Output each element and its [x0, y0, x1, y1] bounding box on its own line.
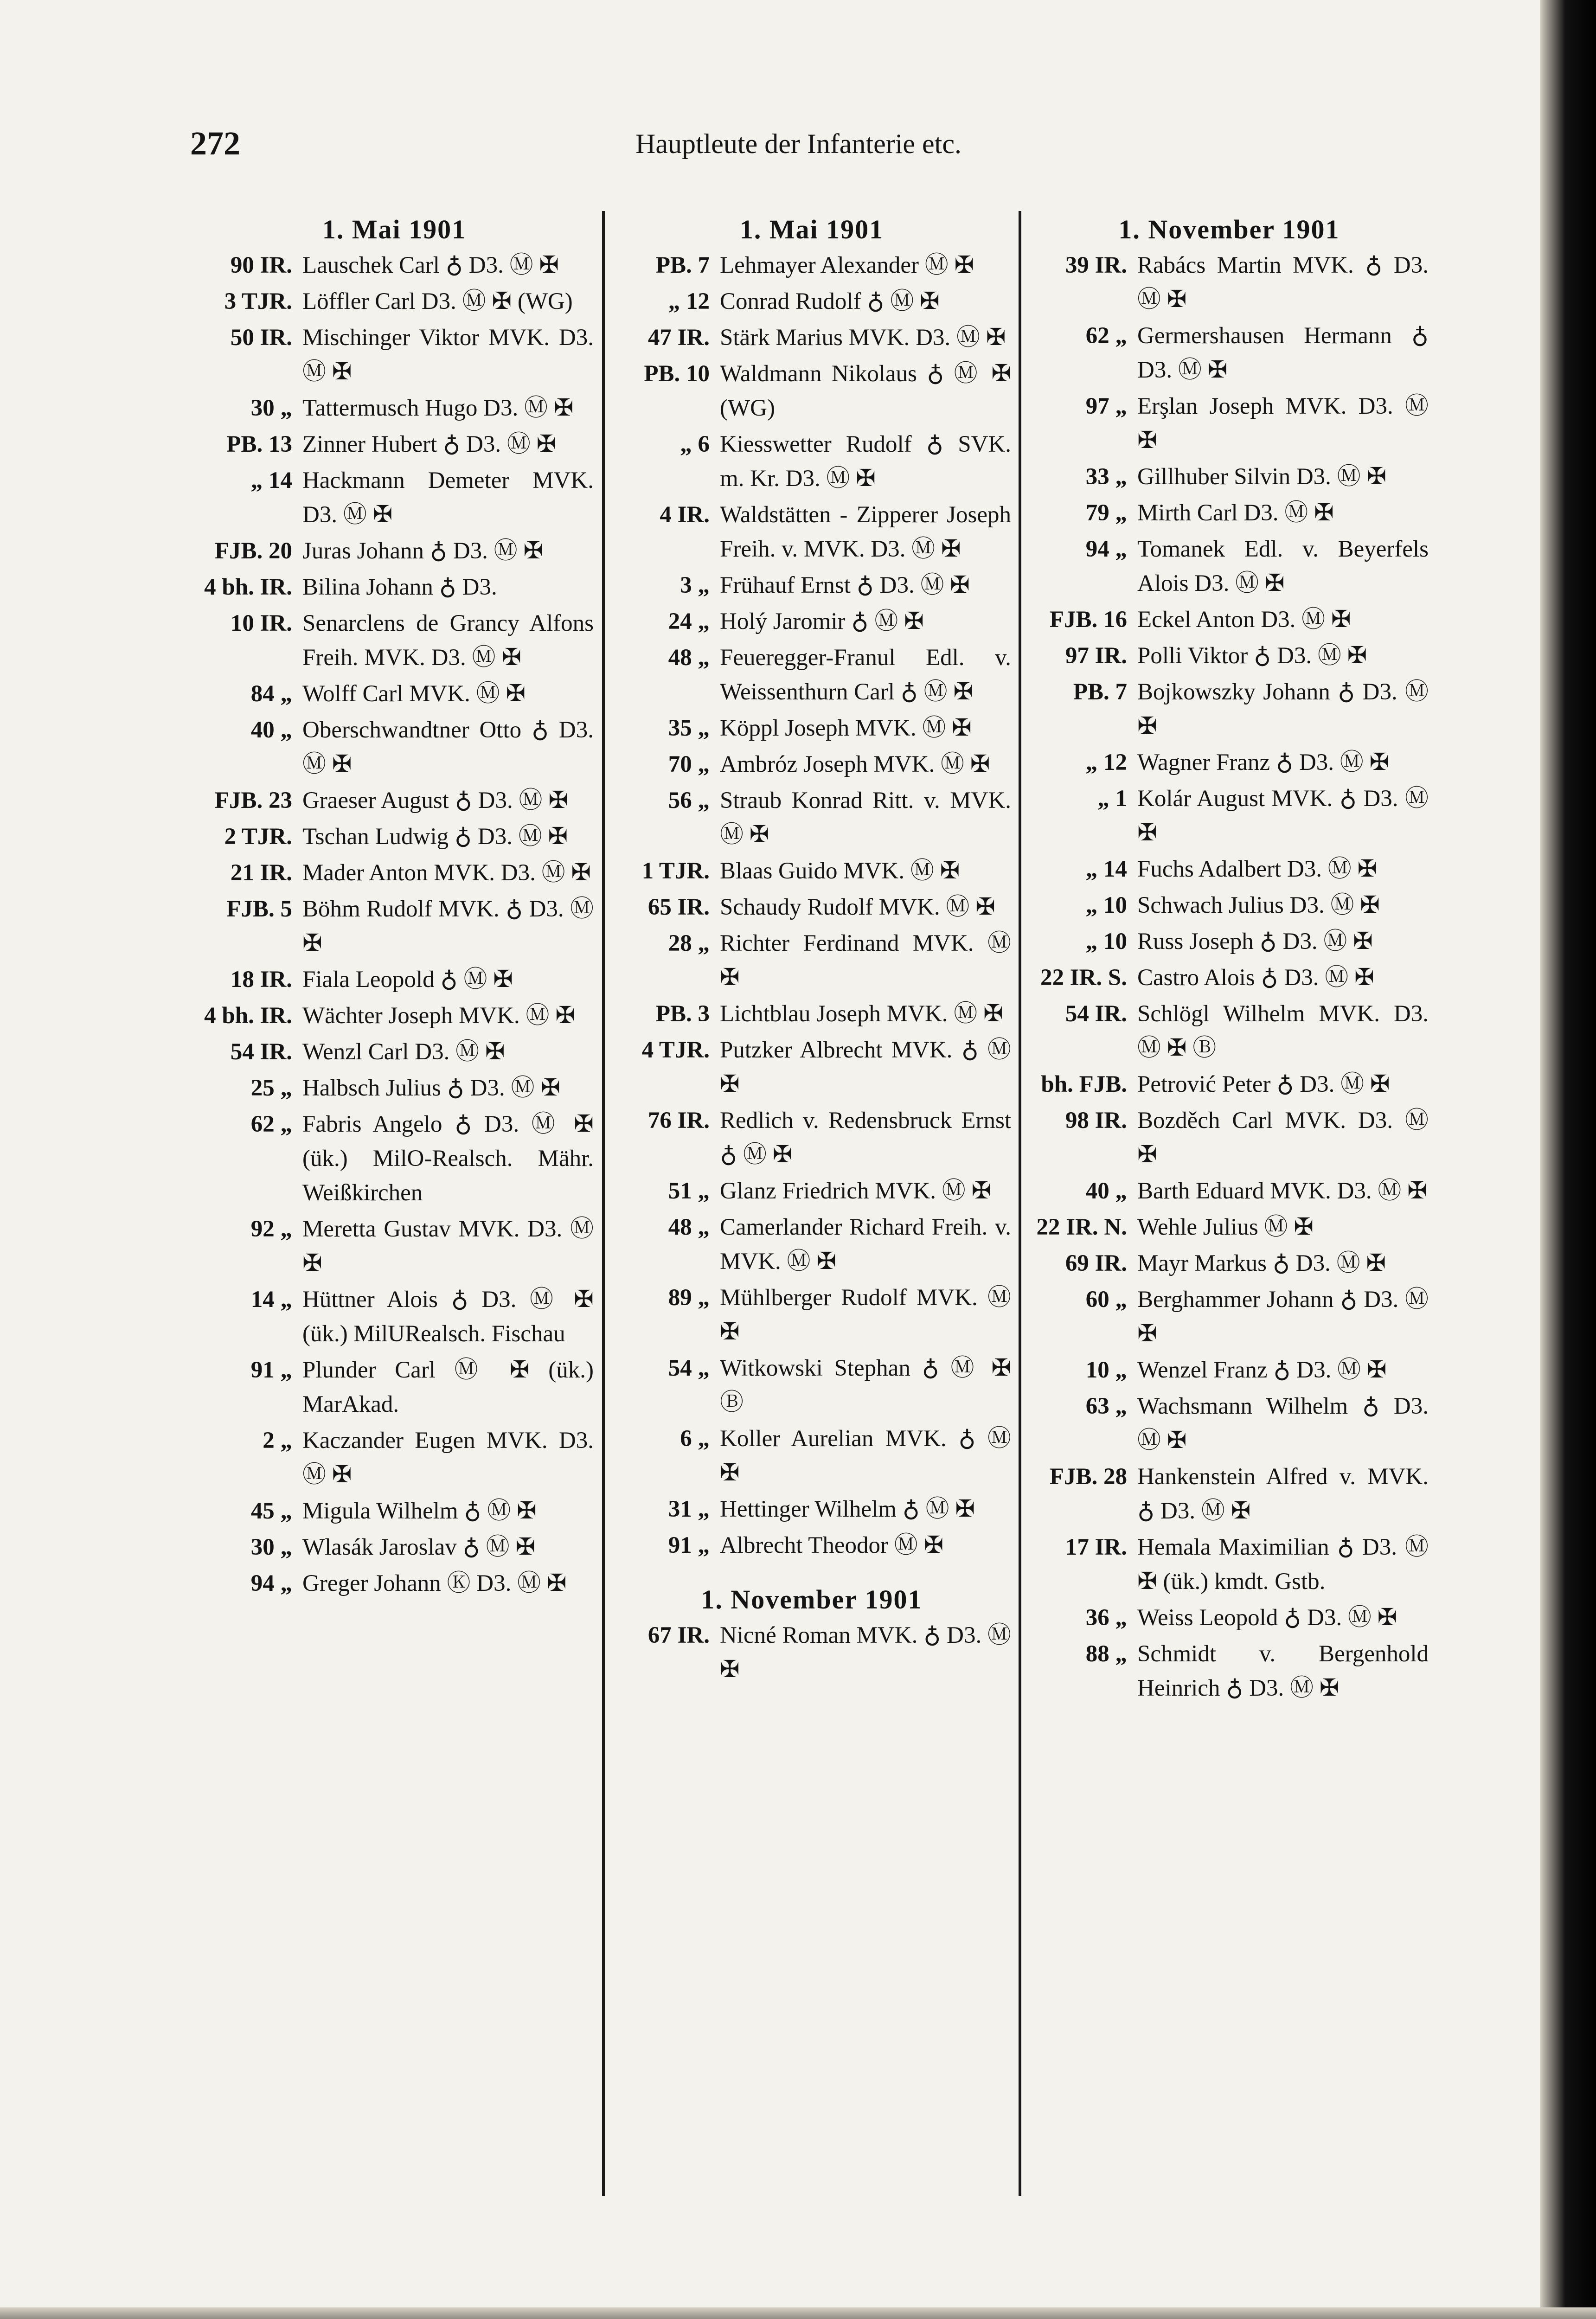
entry-unit: FJB. 5 — [226, 896, 292, 922]
entry-text: Graeser August ♁ D3. Ⓜ ✠ — [302, 788, 568, 814]
entry-unit: 92 „ — [250, 1216, 292, 1242]
entry-text: Böhm Rudolf MVK. ♁ D3. Ⓜ ✠ — [302, 896, 594, 956]
entry-text: Waldstätten - Zipperer Joseph Freih. v. MVK. D3. Ⓜ ✠ — [720, 502, 1011, 562]
entry-text: Ambróz Joseph MVK. Ⓜ ✠ — [720, 751, 990, 777]
entry-unit: 21 IR. — [230, 860, 292, 886]
roster-entry — [1030, 1174, 1429, 1208]
entry-unit: bh. FJB. — [1041, 1071, 1127, 1097]
entry-unit: 25 „ — [250, 1075, 292, 1101]
entry-unit: 36 „ — [1085, 1605, 1127, 1631]
roster-entry — [195, 534, 594, 568]
entry-text: Hackmann Demeter MVK. D3. Ⓜ ✠ — [302, 468, 594, 528]
roster-entry — [612, 997, 1011, 1031]
entry-unit: 54 „ — [668, 1355, 710, 1381]
entry-text: Bojkowszky Johann ♁ D3. Ⓜ ✠ — [1137, 679, 1429, 739]
roster-entry — [195, 1071, 594, 1105]
entry-text: Castro Alois ♁ D3. Ⓜ ✠ — [1137, 965, 1374, 991]
entry-text: Zinner Hubert ♁ D3. Ⓜ ✠ — [302, 431, 557, 457]
roster-entry — [612, 1281, 1011, 1349]
entry-text: Schlögl Wilhelm MVK. D3. Ⓜ ✠ Ⓑ — [1137, 1001, 1429, 1061]
entry-text: Rabács Martin MVK. ♁ D3. Ⓜ ✠ — [1137, 252, 1429, 313]
entry-text: Wenzl Carl D3. Ⓜ ✠ — [302, 1039, 505, 1065]
entry-text: Germershausen Hermann ♁ D3. Ⓜ ✠ — [1137, 323, 1429, 383]
roster-entry — [1030, 248, 1429, 317]
roster-entry — [1030, 1637, 1429, 1705]
entry-unit: 30 „ — [250, 395, 292, 421]
entry-unit: 2 „ — [263, 1428, 292, 1454]
entry-unit: 17 IR. — [1065, 1534, 1127, 1560]
entry-unit: 39 IR. — [1065, 252, 1127, 278]
entry-unit: „ 6 — [680, 431, 710, 457]
entry-unit: 4 IR. — [660, 502, 710, 528]
entry-text: Schwach Julius D3. Ⓜ ✠ — [1137, 892, 1380, 918]
entry-unit: 33 „ — [1085, 464, 1127, 490]
entry-unit: FJB. 20 — [214, 538, 292, 564]
roster-entry — [195, 1282, 594, 1351]
entry-text: Tomanek Edl. v. Beyerfels Alois D3. Ⓜ ✠ — [1137, 536, 1429, 596]
entry-unit: 91 „ — [668, 1532, 710, 1558]
entry-unit: 35 „ — [668, 715, 710, 741]
entry-unit: 3 TJR. — [224, 288, 292, 314]
roster-entry — [1030, 460, 1429, 494]
entry-unit: „ 12 — [1085, 750, 1127, 775]
entry-text: Migula Wilhelm ♁ Ⓜ ✠ — [302, 1498, 537, 1524]
entry-unit: 28 „ — [668, 930, 710, 956]
roster-entry — [195, 606, 594, 675]
roster-entry — [195, 570, 594, 604]
roster-entry — [1030, 924, 1429, 959]
roster-entry — [195, 284, 594, 319]
entry-unit: 94 „ — [250, 1570, 292, 1596]
entry-unit: 89 „ — [668, 1285, 710, 1311]
entry-text: Tschan Ludwig ♁ D3. Ⓜ ✠ — [302, 824, 568, 850]
roster-entry — [195, 713, 594, 782]
entry-text: Conrad Rudolf ♁ Ⓜ ✠ — [720, 288, 940, 314]
roster-entry — [612, 890, 1011, 924]
roster-entry — [195, 320, 594, 389]
entry-text: Wächter Joseph MVK. Ⓜ ✠ — [302, 1003, 576, 1029]
entry-text: Tattermusch Hugo D3. Ⓜ ✠ — [302, 395, 574, 421]
entry-unit: 45 „ — [250, 1498, 292, 1524]
entry-text: Hüttner Alois ♁ D3. Ⓜ ✠ (ük.) MilURealsch. Fischau — [302, 1287, 594, 1347]
entry-unit: 70 „ — [668, 751, 710, 777]
roster-entry — [612, 783, 1011, 852]
entry-text: Hemala Maximilian ♁ D3. Ⓜ ✠ (ük.) kmdt. Gstb. — [1137, 1534, 1429, 1595]
entry-unit: 51 „ — [668, 1178, 710, 1204]
entry-text: Mader Anton MVK. D3. Ⓜ ✠ — [302, 860, 591, 886]
entry-unit: 90 IR. — [230, 252, 292, 278]
roster-entry — [1030, 1282, 1429, 1351]
section-heading: 1. November 1901 — [1118, 214, 1340, 244]
page-edge-shadow-bottom — [0, 2307, 1596, 2319]
entry-text: Kolár August MVK. ♁ D3. Ⓜ ✠ — [1137, 786, 1429, 846]
entry-unit: PB. 13 — [226, 431, 292, 457]
column-3 — [1030, 211, 1429, 2289]
roster-entry — [195, 677, 594, 711]
entry-unit: 62 „ — [1085, 323, 1127, 349]
roster-entry — [612, 357, 1011, 425]
entry-text: Redlich v. Redensbruck Ernst ♁ Ⓜ ✠ — [720, 1108, 1011, 1168]
roster-entry — [1030, 675, 1429, 743]
entry-unit: 10 „ — [1085, 1357, 1127, 1383]
entry-unit: 88 „ — [1085, 1641, 1127, 1667]
entry-unit: 54 IR. — [1065, 1001, 1127, 1027]
entry-text: Mischinger Viktor MVK. D3. Ⓜ ✠ — [302, 325, 594, 385]
entry-unit: 60 „ — [1085, 1287, 1127, 1313]
roster-entry — [612, 284, 1011, 319]
entry-unit: 91 „ — [250, 1357, 292, 1383]
roster-entry — [1030, 602, 1429, 637]
entry-text: Barth Eduard MVK. D3. Ⓜ ✠ — [1137, 1178, 1427, 1204]
roster-entry — [612, 320, 1011, 355]
entry-text: Waldmann Nikolaus ♁ Ⓜ ✠ (WG) — [720, 361, 1011, 421]
roster-entry — [1030, 532, 1429, 601]
entry-text: Wagner Franz ♁ D3. Ⓜ ✠ — [1137, 750, 1390, 775]
entry-unit: 48 „ — [668, 1214, 710, 1240]
entry-text: Löffler Carl D3. Ⓜ ✠ (WG) — [302, 288, 573, 314]
roster-entry — [1030, 888, 1429, 922]
entry-text: Oberschwandtner Otto ♁ D3. Ⓜ ✠ — [302, 717, 594, 777]
roster-entry — [1030, 1389, 1429, 1458]
entry-text: Blaas Guido MVK. Ⓜ ✠ — [720, 858, 960, 884]
entry-unit: 50 IR. — [230, 325, 292, 351]
entry-text: Richter Ferdinand MVK. Ⓜ ✠ — [720, 930, 1011, 991]
entry-text: Lauschek Carl ♁ D3. Ⓜ ✠ — [302, 252, 559, 278]
entry-text: Wehle Julius Ⓜ ✠ — [1137, 1214, 1314, 1240]
roster-entry — [612, 1103, 1011, 1172]
entry-unit: „ 1 — [1097, 786, 1127, 812]
entry-text: Gillhuber Silvin D3. Ⓜ ✠ — [1137, 464, 1387, 490]
roster-entry — [612, 854, 1011, 888]
roster-entry — [195, 391, 594, 425]
roster-entry — [195, 856, 594, 890]
column-divider — [1019, 211, 1021, 2196]
roster-entry — [612, 248, 1011, 282]
entry-unit: „ 10 — [1085, 892, 1127, 918]
entry-unit: 67 IR. — [647, 1622, 710, 1648]
entry-unit: 40 „ — [1085, 1178, 1127, 1204]
entry-text: Greger Johann Ⓚ D3. Ⓜ ✠ — [302, 1570, 567, 1596]
entry-text: Köppl Joseph MVK. Ⓜ ✠ — [720, 715, 972, 741]
entry-text: Weiss Leopold ♁ D3. Ⓜ ✠ — [1137, 1605, 1397, 1631]
entry-unit: 10 IR. — [230, 610, 292, 636]
entry-unit: 97 „ — [1085, 393, 1127, 419]
entry-text: Straub Konrad Ritt. v. MVK. Ⓜ ✠ — [720, 788, 1011, 848]
entry-unit: FJB. 23 — [214, 788, 292, 814]
roster-entry — [195, 248, 594, 282]
roster-entry — [1030, 1353, 1429, 1387]
entry-unit: 76 IR. — [647, 1108, 710, 1134]
entry-unit: 4 TJR. — [641, 1037, 710, 1063]
roster-entry — [195, 1423, 594, 1492]
roster-entry — [195, 999, 594, 1033]
entry-unit: „ 14 — [250, 468, 292, 493]
roster-entry — [1030, 745, 1429, 780]
roster-entry — [195, 1566, 594, 1601]
entry-text: Albrecht Theodor Ⓜ ✠ — [720, 1532, 944, 1558]
entry-unit: 31 „ — [668, 1496, 710, 1522]
entry-unit: 98 IR. — [1065, 1108, 1127, 1134]
roster-entry — [1030, 782, 1429, 850]
entry-text: Feueregger-Franul Edl. v. Weissenthurn Carl ♁ Ⓜ ✠ — [720, 645, 1011, 705]
roster-entry — [1030, 496, 1429, 530]
entry-unit: PB. 7 — [655, 252, 710, 278]
roster-entry — [612, 1174, 1011, 1208]
entry-text: Witkowski Stephan ♁ Ⓜ ✠ Ⓑ — [720, 1355, 1011, 1416]
roster-entry — [1030, 997, 1429, 1065]
entry-unit: FJB. 16 — [1049, 607, 1127, 633]
entry-text: Frühauf Ernst ♁ D3. Ⓜ ✠ — [720, 572, 970, 598]
roster-entry — [612, 427, 1011, 496]
roster-entry — [1030, 961, 1429, 995]
entry-text: Erşlan Joseph MVK. D3. Ⓜ ✠ — [1137, 393, 1429, 454]
entry-unit: 4 bh. IR. — [204, 1003, 292, 1029]
entry-text: Hettinger Wilhelm ♁ Ⓜ ✠ — [720, 1496, 975, 1522]
roster-entry — [1030, 319, 1429, 387]
roster-entry — [612, 1422, 1011, 1490]
roster-entry — [612, 641, 1011, 709]
entry-text: Mühlberger Rudolf MVK. Ⓜ ✠ — [720, 1285, 1011, 1345]
entry-text: Wolff Carl MVK. Ⓜ ✠ — [302, 681, 526, 707]
running-title: Hauptleute der Infanterie etc. — [635, 128, 961, 159]
entry-text: Bilina Johann ♁ D3. — [302, 574, 497, 600]
roster-entry — [1030, 852, 1429, 886]
roster-entry — [195, 1494, 594, 1528]
roster-entry — [195, 892, 594, 961]
roster-entry — [1030, 1210, 1429, 1244]
entry-text: Glanz Friedrich MVK. Ⓜ ✠ — [720, 1178, 992, 1204]
entry-text: Fiala Leopold ♁ Ⓜ ✠ — [302, 967, 513, 993]
entry-text: Mirth Carl D3. Ⓜ ✠ — [1137, 500, 1334, 526]
entry-text: Meretta Gustav MVK. D3. Ⓜ ✠ — [302, 1216, 594, 1276]
entry-text: Eckel Anton D3. Ⓜ ✠ — [1137, 607, 1351, 633]
entry-unit: 84 „ — [250, 681, 292, 707]
entry-text: Bozděch Carl MVK. D3. Ⓜ ✠ — [1137, 1108, 1429, 1168]
entry-unit: 1 TJR. — [641, 858, 710, 884]
roster-entry — [1030, 1103, 1429, 1172]
section-heading: 1. Mai 1901 — [322, 214, 467, 244]
roster-entry — [612, 498, 1011, 566]
entry-text: Halbsch Julius ♁ D3. Ⓜ ✠ — [302, 1075, 560, 1101]
entry-text: Senarclens de Grancy Alfons Freih. MVK. D3. Ⓜ ✠ — [302, 610, 594, 671]
entry-unit: PB. 3 — [655, 1001, 710, 1027]
entry-unit: 79 „ — [1085, 500, 1127, 526]
entry-text: Lehmayer Alexander Ⓜ ✠ — [720, 252, 974, 278]
roster-entry — [195, 820, 594, 854]
entry-text: Nicné Roman MVK. ♁ D3. Ⓜ ✠ — [720, 1622, 1011, 1683]
entry-unit: 56 „ — [668, 788, 710, 814]
entry-text: Kiesswetter Rudolf ♁ SVK. m. Kr. D3. Ⓜ ✠ — [720, 431, 1011, 492]
entry-unit: 30 „ — [250, 1534, 292, 1560]
entry-text: Wenzel Franz ♁ D3. Ⓜ ✠ — [1137, 1357, 1387, 1383]
roster-entry — [612, 1492, 1011, 1526]
roster-entry — [612, 604, 1011, 639]
entry-unit: „ 10 — [1085, 929, 1127, 955]
roster-entry — [612, 747, 1011, 782]
column-2 — [612, 211, 1011, 2289]
entry-unit: PB. 10 — [644, 361, 710, 387]
entry-unit: „ 12 — [668, 288, 710, 314]
roster-entry — [195, 1353, 594, 1422]
entry-text: Camerlander Richard Freih. v. MVK. Ⓜ ✠ — [720, 1214, 1011, 1275]
entry-text: Plunder Carl Ⓜ ✠ (ük.) MarAkad. — [302, 1357, 594, 1417]
entry-unit: 6 „ — [680, 1426, 710, 1452]
entry-unit: 2 TJR. — [224, 824, 292, 850]
entry-text: Schaudy Rudolf MVK. Ⓜ ✠ — [720, 894, 995, 920]
entry-text: Russ Joseph ♁ D3. Ⓜ ✠ — [1137, 929, 1373, 955]
roster-entry — [195, 1530, 594, 1564]
roster-entry — [612, 568, 1011, 602]
entry-text: Hankenstein Alfred v. MVK. ♁ D3. Ⓜ ✠ — [1137, 1464, 1429, 1524]
entry-text: Wachsmann Wilhelm ♁ D3. Ⓜ ✠ — [1137, 1393, 1429, 1454]
entry-unit: PB. 7 — [1073, 679, 1127, 705]
roster-entry — [195, 1212, 594, 1281]
roster-entry — [612, 1618, 1011, 1687]
entry-unit: 48 „ — [668, 645, 710, 671]
entry-text: Petrović Peter ♁ D3. Ⓜ ✠ — [1137, 1071, 1390, 1097]
entry-unit: 22 IR. S. — [1040, 965, 1127, 991]
roster-entry — [612, 1528, 1011, 1563]
roster-entry — [1030, 639, 1429, 673]
entry-unit: 94 „ — [1085, 536, 1127, 562]
roster-entry — [195, 1035, 594, 1069]
roster-entry — [195, 463, 594, 532]
entry-unit: 14 „ — [250, 1287, 292, 1313]
entry-unit: FJB. 28 — [1049, 1464, 1127, 1490]
entry-text: Koller Aurelian MVK. ♁ Ⓜ ✠ — [720, 1426, 1011, 1486]
entry-text: Kaczander Eugen MVK. D3. Ⓜ ✠ — [302, 1428, 594, 1488]
roster-entry — [195, 783, 594, 818]
page-number: 272 — [190, 125, 240, 162]
entry-text: Fabris Angelo ♁ D3. Ⓜ ✠ (ük.) MilO-Realsch. Mähr. Weißkirchen — [302, 1111, 594, 1206]
entry-unit: 97 IR. — [1065, 643, 1127, 669]
roster-entry — [612, 1210, 1011, 1279]
roster-entry — [1030, 1460, 1429, 1528]
section-heading: 1. Mai 1901 — [739, 214, 884, 244]
page-header — [190, 124, 1391, 166]
entry-unit: 24 „ — [668, 609, 710, 634]
entry-text: Stärk Marius MVK. D3. Ⓜ ✠ — [720, 325, 1006, 351]
column-divider — [602, 211, 605, 2196]
entry-text: Putzker Albrecht MVK. ♁ Ⓜ ✠ — [720, 1037, 1011, 1097]
roster-entry — [612, 1033, 1011, 1102]
roster-entry — [195, 962, 594, 997]
roster-entry — [1030, 1530, 1429, 1599]
entry-text: Holý Jaromir ♁ Ⓜ ✠ — [720, 609, 924, 634]
roster-entry — [612, 926, 1011, 995]
entry-unit: 69 IR. — [1065, 1250, 1127, 1276]
entry-unit: 22 IR. N. — [1036, 1214, 1127, 1240]
entry-text: Fuchs Adalbert D3. Ⓜ ✠ — [1137, 856, 1378, 882]
roster-entry — [1030, 1246, 1429, 1281]
entry-unit: 65 IR. — [647, 894, 710, 920]
entry-unit: 62 „ — [250, 1111, 292, 1137]
entry-text: Wlasák Jaroslav ♁ Ⓜ ✠ — [302, 1534, 536, 1560]
entry-unit: 54 IR. — [230, 1039, 292, 1065]
entry-text: Polli Viktor ♁ D3. Ⓜ ✠ — [1137, 643, 1367, 669]
page-edge-shadow — [1540, 0, 1596, 2319]
roster-entry — [1030, 1601, 1429, 1635]
roster-entry — [195, 427, 594, 461]
roster-entry — [195, 1107, 594, 1210]
entry-unit: 40 „ — [250, 717, 292, 743]
entry-unit: 63 „ — [1085, 1393, 1127, 1419]
section-heading: 1. November 1901 — [701, 1584, 923, 1614]
entry-unit: 3 „ — [680, 572, 710, 598]
entry-unit: „ 14 — [1085, 856, 1127, 882]
roster-entry — [1030, 1067, 1429, 1102]
entry-unit: 18 IR. — [230, 967, 292, 993]
entry-text: Mayr Markus ♁ D3. Ⓜ ✠ — [1137, 1250, 1386, 1276]
roster-entry — [612, 1351, 1011, 1420]
entry-unit: 4 bh. IR. — [204, 574, 292, 600]
entry-text: Lichtblau Joseph MVK. Ⓜ ✠ — [720, 1001, 1003, 1027]
entry-text: Juras Johann ♁ D3. Ⓜ ✠ — [302, 538, 544, 564]
entry-text: Schmidt v. Bergenhold Heinrich ♁ D3. Ⓜ ✠ — [1137, 1641, 1429, 1701]
entry-unit: 47 IR. — [647, 325, 710, 351]
roster-entry — [612, 711, 1011, 745]
roster-entry — [1030, 389, 1429, 458]
column-1 — [195, 211, 594, 2289]
entry-text: Berghammer Johann ♁ D3. Ⓜ ✠ — [1137, 1287, 1429, 1347]
